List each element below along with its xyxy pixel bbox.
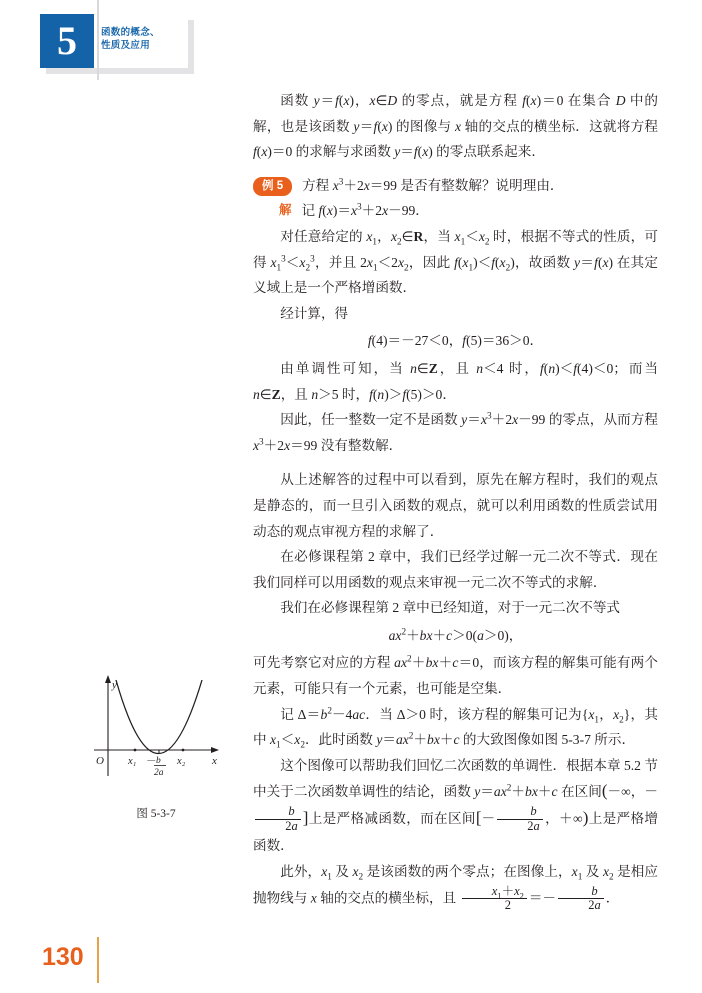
x-axis-arrow	[211, 747, 219, 753]
paragraph-discriminant: 记 $\Delta=b^2-4ac$．当 Δ＞0 时，该方程的解集可记为{$x_1$，$x_2$}，其中 $x_1<x_2$．此时函数 $y=ax^2+bx+c$ 的大致图像如图 5-3-7 所示．	[253, 705, 658, 750]
x1-label: x₁	[128, 756, 137, 767]
paragraph-monotonic-proof: 对任意给定的 $x_1$，$x_2\in R$，当 $x_1<x_2$ 时，根据不等式的性质，可得 $x_1^3<x_2^3$，并且 $2x_1<2x_2$，因此 $f(x_1)<f(x_2)$，故函数 y＝f(x) 在其定义域上是一个严格增函数．	[253, 228, 659, 296]
paragraph-zero-point-definition: 函数 y＝f(x)，x∈D 的零点，就是方程 f(x)＝0 在集合 D 中的解，也是该函数 y＝f(x) 的图像与 x 轴的交点的横坐标．这就将方程 f(x)＝0 的求解与求函数 y＝f(x) 的零点联系起来．	[253, 93, 659, 160]
display-equation-values: f(4)＝－27＜0，f(5)＝36＞0．	[367, 333, 544, 349]
paragraph-quadratic-inequality-intro: 在必修课程第 2 章中，我们已经学过解一元二次不等式．现在我们同样可以用函数的观点来审视一元二次不等式的求解．	[253, 549, 658, 590]
chapter-number: 5	[40, 14, 94, 68]
origin-label: O	[96, 755, 104, 767]
paragraph-conclusion: 因此，任一整数一定不是函数 $y=x^3+2x-99$ 的零点，从而方程 $x^3+2x=99$ 没有整数解．	[253, 410, 658, 453]
root-x1-point	[134, 749, 137, 752]
example-statement: 方程 $x^3+2x=99$ 是否有整数解？说明理由．	[302, 176, 564, 193]
solution-heading	[253, 198, 658, 224]
example-5-heading	[253, 173, 658, 199]
y-axis-label: y	[112, 679, 117, 691]
paragraph-integer-bounds: 由单调性可知，当 n∈Z，且 n＜4 时，f(n)＜f(4)＜0；而当 n∈Z，且 n＞5 时，f(n)＞f(5)＞0．	[253, 360, 658, 402]
y-axis-arrow	[105, 675, 111, 683]
display-equation-quadratic: $ax^2+bx+c>0(a>0)$，	[388, 626, 523, 643]
header-divider	[97, 0, 99, 80]
spacer-after-example	[253, 458, 658, 467]
paragraph-dynamic-viewpoint: 从上述解答的过程中可以看到，原先在解方程时，我们的观点是静态的，而一旦引入函数的观点，就可以利用函数的性质尝试用动态的观点审视方程的求解了．	[253, 472, 658, 539]
x-axis-label: x	[212, 755, 217, 767]
solution-label: 解	[279, 203, 292, 218]
footer-divider	[97, 937, 99, 983]
vertex-sign-label: －	[146, 756, 157, 767]
x2-label: x₂	[177, 756, 186, 767]
vertex-numerator-label: b	[156, 756, 161, 766]
chapter-tab	[40, 14, 188, 68]
example-badge: 例 5	[253, 177, 292, 196]
paragraph-roots-and-axis: 此外，$x_1$ 及 $x_2$ 是该函数的两个零点；在图像上，$x_1$ 及 $x_2$ 是相应抛物线与 x 轴的交点的横坐标，且 $\frac{x_1+x_2}{2}$ ＝－ $\frac{b}{2a}$ ．	[253, 864, 659, 913]
parabola-curve	[116, 680, 202, 754]
chapter-title-line2: 性质及应用	[101, 40, 151, 51]
paragraph-monotonic-intervals: 这个图像可以帮助我们回忆二次函数的单调性．根据本章 5.2 节中关于二次函数单调性的结论，函数 $y=ax^2+bx+c$ 在区间(－∞，－ $\frac{b}{2a}$ ]上是严格减函数，而在区间[－ $\frac{b}{2a}$ ，＋∞)上是严格增函数．	[253, 757, 659, 854]
parabola-diagram	[86, 672, 226, 794]
figure-caption: 图 5-3-7	[136, 808, 176, 820]
page-number: 130	[42, 943, 84, 971]
solution-first-line: 记 $f(x)=x^3+2x-99$．	[301, 201, 429, 219]
chapter-title	[94, 14, 188, 68]
paragraph-solution-set-cases: 可先考察它对应的方程 $ax^2+bx+c=0$，而该方程的解集可能有两个元素，可能只有一个元素，也可能是空集．	[253, 653, 659, 697]
chapter-title-line1: 函数的概念、	[101, 27, 160, 38]
main-text-column	[253, 88, 658, 913]
paragraph-known-inequality: 我们在必修课程第 2 章中已经知道，对于一元二次不等式	[280, 600, 621, 616]
root-x2-point	[182, 749, 185, 752]
paragraph-compute: 经计算，得	[280, 305, 349, 321]
vertex-denominator-label: 2a	[154, 768, 164, 778]
page-footer	[0, 937, 702, 993]
figure-5-3-7	[86, 672, 226, 821]
